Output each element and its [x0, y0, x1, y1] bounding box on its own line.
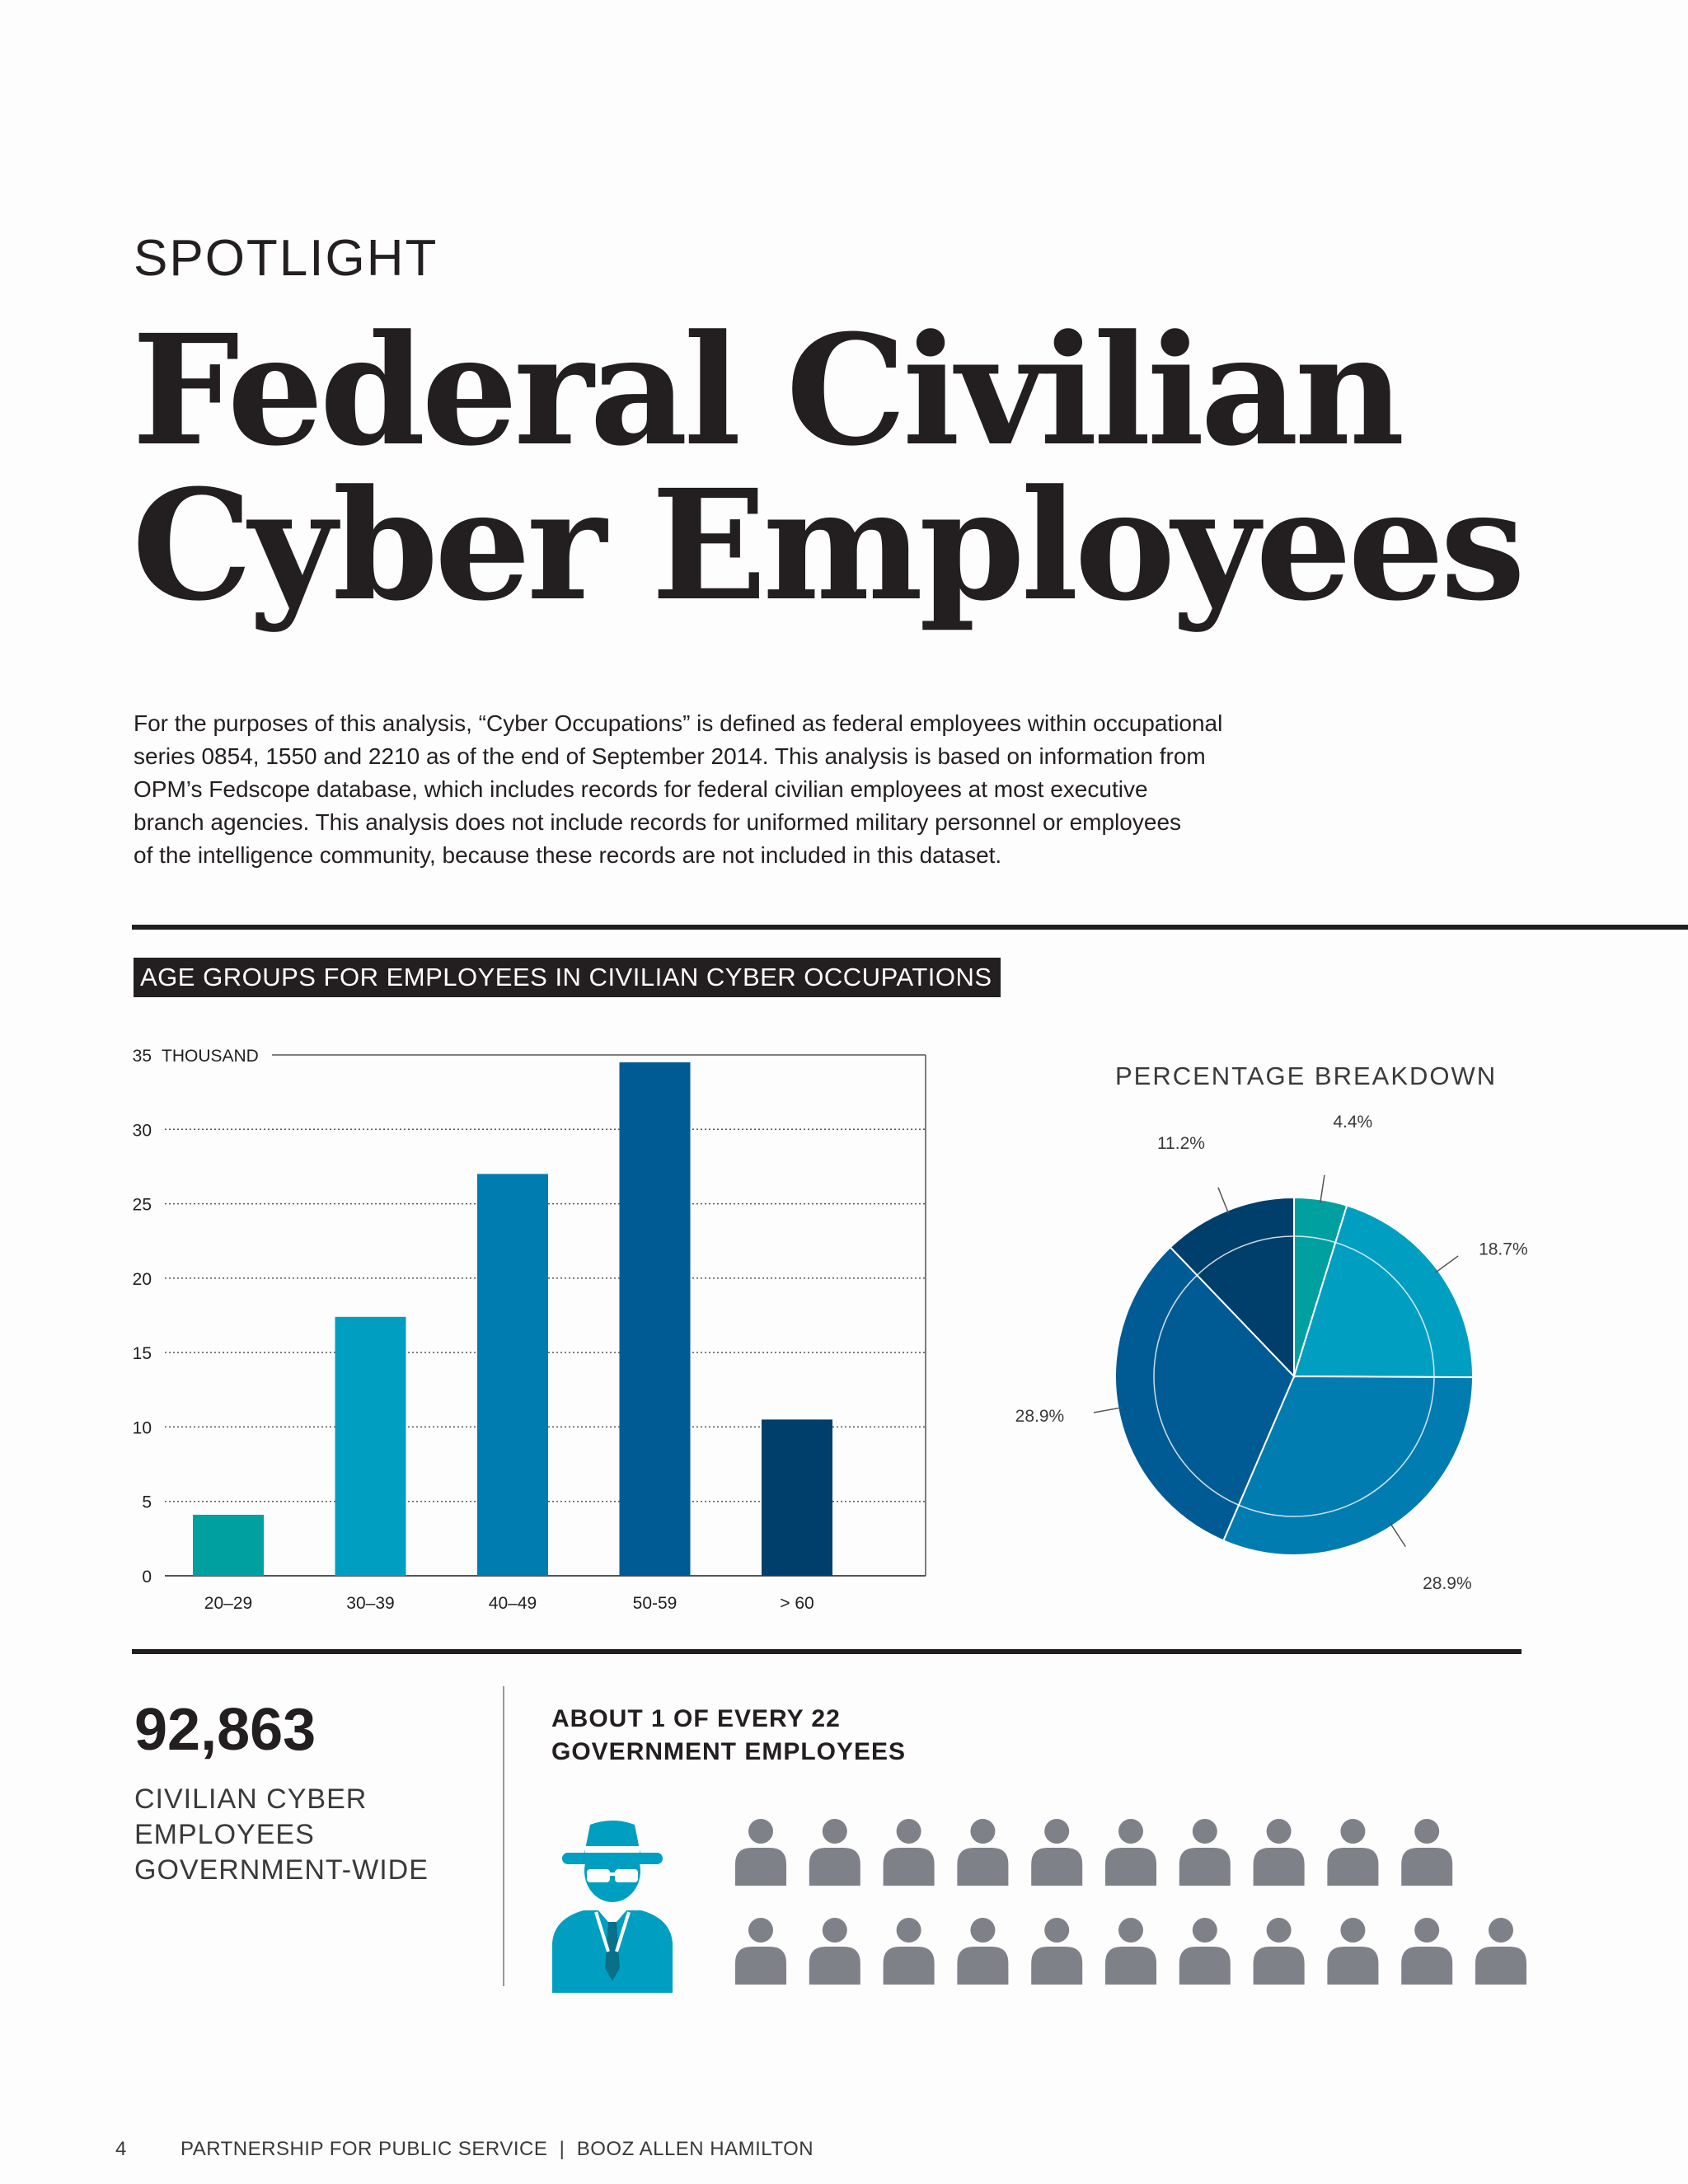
person-icon	[1401, 1819, 1452, 1886]
caption-line-1: CIVILIAN CYBER	[134, 1783, 368, 1815]
kicker: SPOTLIGHT	[134, 230, 438, 287]
section-divider-top	[132, 925, 1688, 930]
person-icon	[809, 1819, 860, 1886]
bar-30–39	[335, 1317, 406, 1576]
pie-slice-label: 28.9%	[1015, 1406, 1065, 1426]
person-icon	[1031, 1819, 1082, 1886]
page-number: 4	[115, 2138, 127, 2160]
title-line-1: Federal Civilian	[132, 302, 1401, 480]
intro-line-5: of the intelligence community, because these records are not included in this dataset.	[134, 842, 1002, 868]
y-axis-unit-label: THOUSAND	[162, 1047, 259, 1066]
vertical-divider	[503, 1686, 504, 1986]
person-icon	[735, 1918, 786, 1985]
intro-line-1: For the purposes of this analysis, “Cyber Occupations” is defined as federal employees within occupational	[134, 710, 1223, 736]
bar-40–49	[477, 1174, 548, 1576]
bar-20–29	[193, 1515, 264, 1576]
age-bar-chart	[115, 1030, 940, 1632]
pie-leader-line	[1218, 1188, 1229, 1214]
person-icon	[1179, 1819, 1231, 1886]
hacker-icon	[552, 1821, 673, 1993]
title-line-2: Cyber Employees	[132, 457, 1522, 635]
pie-slice-label: 18.7%	[1479, 1240, 1528, 1259]
total-employees-caption	[134, 1782, 481, 1888]
section-divider-bottom	[132, 1649, 1522, 1654]
ratio-line-2: GOVERNMENT EMPLOYEES	[551, 1738, 907, 1765]
pie-leader-line	[1436, 1256, 1458, 1272]
person-icon	[884, 1918, 935, 1985]
pie-slice-label: 28.9%	[1423, 1574, 1472, 1594]
person-icon	[1254, 1819, 1305, 1886]
caption-line-2: EMPLOYEES	[134, 1819, 315, 1850]
person-icon	[1327, 1918, 1378, 1985]
pie-leader-line	[1094, 1408, 1121, 1413]
x-tick-label: 20–29	[204, 1594, 253, 1613]
y-tick-label: 5	[142, 1493, 152, 1512]
person-icon	[1254, 1918, 1305, 1985]
x-tick-label: > 60	[780, 1594, 814, 1613]
footer-credits: PARTNERSHIP FOR PUBLIC SERVICE | BOOZ ALLEN HAMILTON	[181, 2138, 814, 2160]
person-icon	[1031, 1918, 1082, 1985]
person-icon	[1105, 1819, 1156, 1886]
y-tick-label: 30	[132, 1121, 152, 1141]
section-label: AGE GROUPS FOR EMPLOYEES IN CIVILIAN CYBER OCCUPATIONS	[134, 958, 1001, 997]
person-icon-group	[735, 1819, 1526, 1985]
caption-line-3: GOVERNMENT-WIDE	[134, 1854, 429, 1886]
person-icon	[735, 1819, 786, 1886]
people-pictogram	[544, 1805, 1517, 1994]
person-icon	[1327, 1819, 1378, 1886]
person-icon	[884, 1819, 935, 1886]
bar-> 60	[762, 1419, 832, 1576]
x-tick-label: 40–49	[488, 1594, 537, 1613]
y-tick-label: 25	[132, 1195, 152, 1215]
bar-50-59	[620, 1062, 691, 1576]
pie-slice-label: 11.2%	[1156, 1133, 1205, 1153]
y-tick-label: 35	[132, 1047, 152, 1066]
person-icon	[957, 1819, 1008, 1886]
intro-line-4: branch agencies. This analysis does not include records for uniformed military personnel or employees	[134, 809, 1182, 835]
person-icon	[957, 1918, 1008, 1985]
y-tick-label: 0	[142, 1568, 152, 1586]
percentage-pie-chart	[1015, 1047, 1550, 1594]
total-employees-number: 92,863	[134, 1697, 316, 1763]
y-tick-label: 20	[132, 1269, 152, 1289]
ratio-line-1: ABOUT 1 OF EVERY 22	[551, 1705, 841, 1732]
person-icon	[1179, 1918, 1231, 1985]
intro-paragraph	[134, 707, 1304, 872]
pie-leader-line	[1390, 1523, 1406, 1546]
pie-leader-line	[1320, 1175, 1325, 1203]
y-tick-label: 15	[132, 1344, 152, 1364]
page-title	[132, 302, 1522, 635]
person-icon	[809, 1918, 860, 1985]
x-tick-label: 50-59	[632, 1594, 678, 1613]
person-icon	[1401, 1918, 1452, 1985]
intro-line-2: series 0854, 1550 and 2210 as of the end of September 2014. This analysis is based on information from	[134, 743, 1206, 769]
pie-slice-label: 4.4%	[1333, 1112, 1373, 1132]
ratio-statement	[551, 1703, 1046, 1769]
y-tick-label: 10	[132, 1418, 152, 1438]
x-tick-label: 30–39	[346, 1594, 395, 1613]
intro-line-3: OPM’s Fedscope database, which includes records for federal civilian employees at most executive	[134, 776, 1148, 802]
person-icon	[1105, 1918, 1156, 1985]
person-icon	[1475, 1918, 1526, 1985]
pie-title: PERCENTAGE BREAKDOWN	[1115, 1062, 1498, 1090]
